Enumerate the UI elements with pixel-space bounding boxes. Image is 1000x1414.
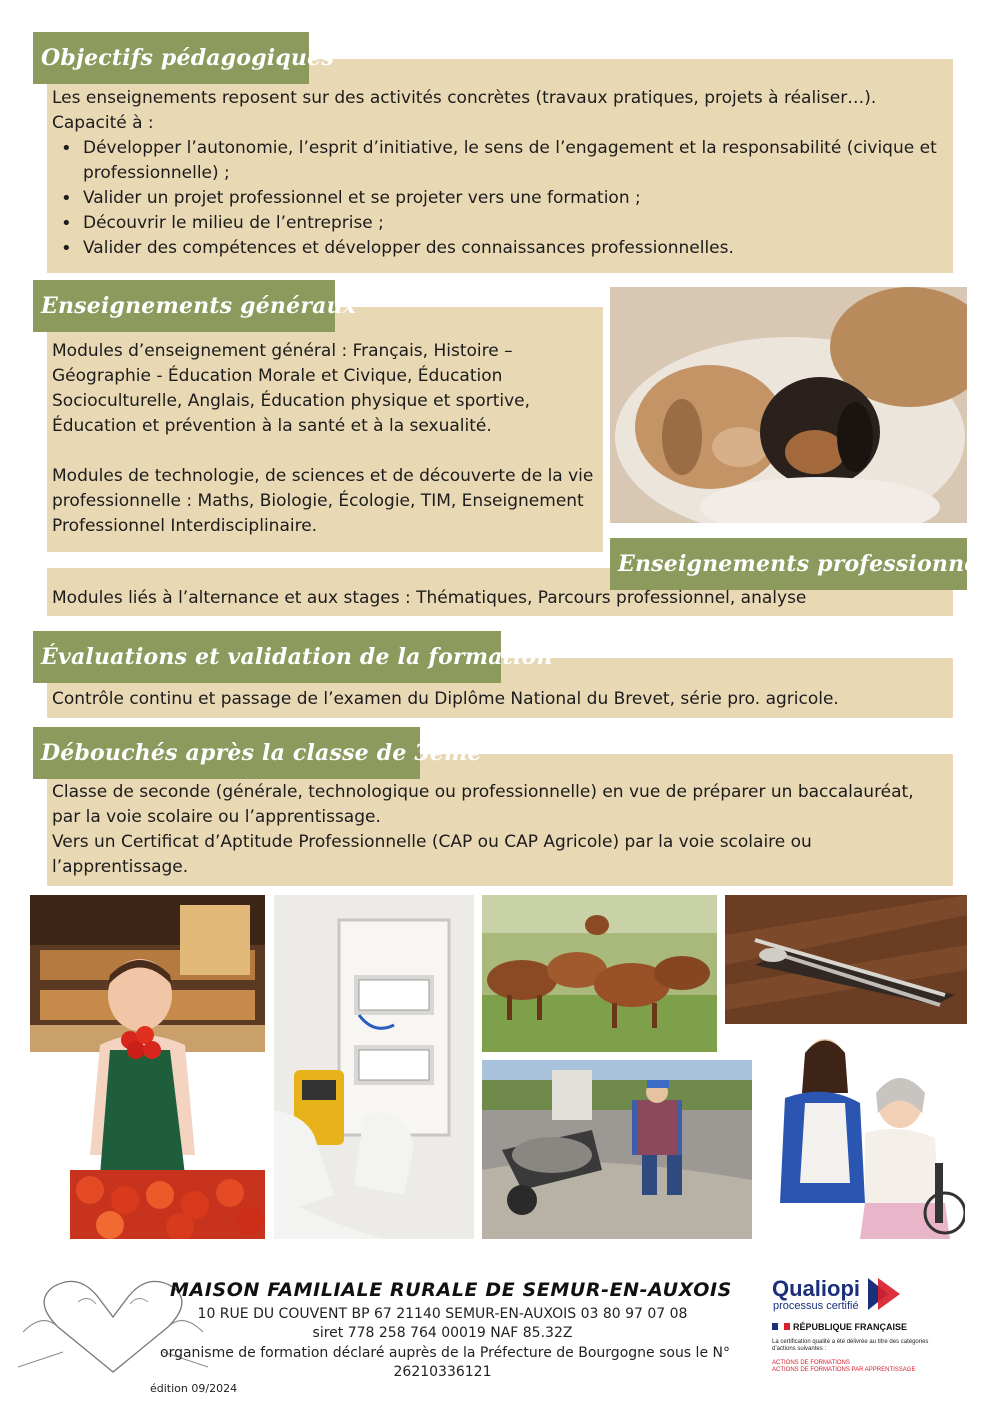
footer-siret: siret 778 258 764 00019 NAF 85.32Z (312, 1325, 573, 1341)
objectifs-capacite: Capacité à : (52, 113, 154, 133)
footer-address: 10 RUE DU COUVENT BP 67 21140 SEMUR-EN-AUXOIS 03 80 97 07 08 (197, 1306, 688, 1322)
objectifs-text (52, 86, 947, 261)
generaux-title: Enseignements généraux (33, 280, 335, 332)
evaluations-title: Évaluations et validation de la formation (33, 631, 501, 683)
debouches-p1: Classe de seconde (générale, technologique ou professionnelle) en vue de préparer un baccalauréat, par la voie scolaire ou l’apprentissage. (52, 782, 914, 827)
objectifs-list (52, 136, 947, 261)
list-item: • Découvrir le milieu de l’entreprise ; (52, 211, 947, 236)
vendor-photo (70, 955, 265, 1239)
footer-number: 26210336121 (393, 1364, 492, 1380)
qualiopi-certification: La certification qualité a été délivrée au titre des catégories d’actions suivantes : (772, 1339, 929, 1352)
cows-photo (482, 895, 717, 1052)
construction-photo (482, 1060, 752, 1239)
debouches-title: Débouchés après la classe de 3ème (33, 727, 420, 779)
electrician-photo (274, 895, 474, 1239)
caregiver-photo (770, 1033, 965, 1239)
professionnels-title: Enseignements professionnels (610, 538, 967, 590)
objectifs-intro: Les enseignements reposent sur des activités concrètes (travaux pratiques, projets à réaliser…). (52, 88, 877, 108)
qualiopi-subtitle: processus certifié (773, 1300, 859, 1312)
qualiopi-action-2: ACTIONS DE FORMATIONS PAR APPRENTISSAGE (772, 1367, 916, 1373)
generaux-p1: Modules d’enseignement général : Français, Histoire – Géographie - Éducation Morale et Civique, Éducation Socioculturelle, Anglais, Éducation physique et sportive, Éducation et prévention à la santé et à la sexualité. (52, 341, 531, 436)
list-item: • Valider des compétences et développer des connaissances professionnelles. (52, 236, 947, 261)
debouches-text (52, 780, 947, 880)
cutlery-photo (725, 895, 967, 1024)
footer-declaration: organisme de formation déclaré auprès de la Préfecture de Bourgogne sous le N° (160, 1345, 730, 1361)
professionnels-text: Modules liés à l’alternance et aux stages : Thématiques, Parcours professionnel, analyse (52, 588, 807, 608)
qualiopi-action-1: ACTIONS DE FORMATIONS (772, 1360, 850, 1366)
list-item: • Développer l’autonomie, l’esprit d’initiative, le sens de l’engagement et la responsabilité (civique et professionnelle) ; (52, 136, 947, 186)
organisation-name: MAISON FAMILIALE RURALE DE SEMUR-EN-AUXOIS (170, 1279, 732, 1301)
generaux-text (52, 339, 598, 539)
generaux-p2: Modules de technologie, de sciences et de découverte de la vie professionnelle : Maths, Biologie, Écologie, TIM, Enseignement Professionnel Interdisciplinaire. (52, 466, 594, 536)
objectifs-title: Objectifs pédagogiques (33, 32, 309, 84)
qualiopi-logo: Qualiopi (772, 1276, 860, 1301)
french-flag-icon (772, 1323, 790, 1330)
qualiopi-arrow-logo-icon (866, 1276, 902, 1312)
list-item: • Valider un projet professionnel et se projeter vers une formation ; (52, 186, 947, 211)
edition-date: édition 09/2024 (150, 1382, 238, 1395)
evaluations-text: Contrôle continu et passage de l’examen du Diplôme National du Brevet, série pro. agricole. (52, 689, 839, 709)
republique-francaise: RÉPUBLIQUE FRANÇAISE (793, 1322, 908, 1332)
debouches-p2: Vers un Certificat d’Aptitude Professionnelle (CAP ou CAP Agricole) par la voie scolaire ou l’apprentissage. (52, 832, 812, 877)
puppies-photo (610, 287, 967, 523)
